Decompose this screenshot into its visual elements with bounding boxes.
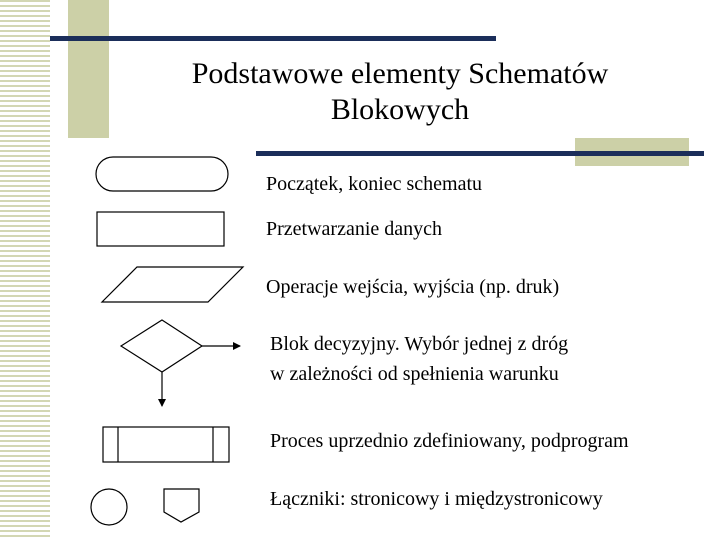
decision-label-line-1: Blok decyzyjny. Wybór jednej z dróg <box>270 333 569 355</box>
connectors-label: Łączniki: stronicowy i międzystronicowy <box>270 488 603 510</box>
predefined-process-symbol <box>103 427 229 462</box>
terminator-label: Początek, koniec schematu <box>266 173 483 195</box>
input-output-symbol <box>102 267 243 302</box>
process-symbol <box>97 212 224 246</box>
title-line-1: Podstawowe elementy Schematów <box>191 57 609 90</box>
process-label: Przetwarzanie danych <box>266 218 443 240</box>
decision-label <box>270 329 568 389</box>
terminator-symbol <box>96 157 228 191</box>
off-page-connector-symbol <box>164 489 199 522</box>
predefined-process-label: Proces uprzednio zdefiniowany, podprogram <box>270 430 629 452</box>
decision-symbol <box>121 320 202 372</box>
decision-label-line-2: w zależności od spełnienia warunku <box>270 363 559 385</box>
input-output-label: Operacje wejścia, wyjścia (np. druk) <box>266 276 560 298</box>
title-line-2: Blokowych <box>330 93 470 126</box>
on-page-connector-symbol <box>91 489 127 525</box>
